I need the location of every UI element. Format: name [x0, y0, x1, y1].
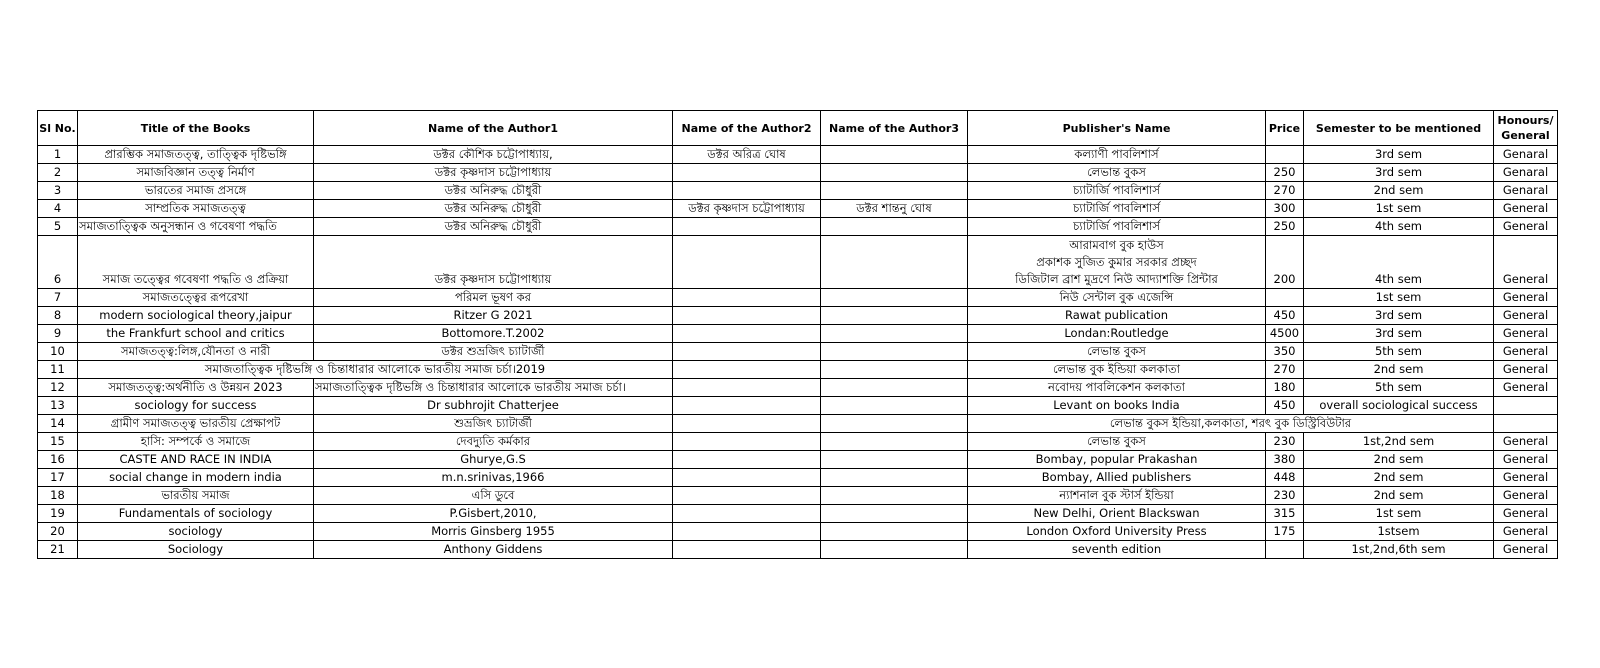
author1-cell: শুভ্রজিৎ চ্যাটার্জী	[314, 415, 673, 433]
title-cell: সমাজ তত্ত্বের গবেষণা পদ্ধতি ও প্রক্রিয়া	[78, 236, 314, 289]
semester-cell: 2nd sem	[1304, 182, 1494, 200]
title-cell: sociology for success	[78, 397, 314, 415]
table-body	[38, 146, 1558, 559]
author3-cell	[821, 433, 968, 451]
table-row	[38, 307, 1558, 325]
publisher-cell: Bombay, popular Prakashan	[968, 451, 1266, 469]
author3-cell	[821, 451, 968, 469]
semester-cell: overall sociological success	[1304, 397, 1494, 415]
honours-general-cell: General	[1494, 523, 1558, 541]
semester-cell: 3rd sem	[1304, 307, 1494, 325]
sl-no-cell: 15	[38, 433, 78, 451]
honours-general-cell: General	[1494, 200, 1558, 218]
author1-cell: Ritzer G 2021	[314, 307, 673, 325]
table-row	[38, 200, 1558, 218]
price-cell: 4500	[1266, 325, 1304, 343]
honours-general-cell: General	[1494, 487, 1558, 505]
table-row	[38, 164, 1558, 182]
table-row	[38, 505, 1558, 523]
sl-no-cell: 14	[38, 415, 78, 433]
honours-general-cell: General	[1494, 541, 1558, 559]
price-cell: 250	[1266, 164, 1304, 182]
price-cell: 380	[1266, 451, 1304, 469]
table-row	[38, 523, 1558, 541]
table-row	[38, 451, 1558, 469]
semester-cell: 1st,2nd,6th sem	[1304, 541, 1494, 559]
author3-cell	[821, 379, 968, 397]
title-cell: CASTE AND RACE IN INDIA	[78, 451, 314, 469]
honours-general-cell: General	[1494, 218, 1558, 236]
publisher-cell: লেভান্ত বুকস ইন্ডিয়া,কলকাতা, শরৎ বুক ডিস্ট্রিবিউটার	[968, 415, 1494, 433]
price-cell: 448	[1266, 469, 1304, 487]
author1-cell: সমাজতাত্ত্বিক দৃষ্টিভঙ্গি ও চিন্তাধারার আলোকে ভারতীয় সমাজ চর্চা।2019	[78, 361, 673, 379]
author2-cell	[673, 379, 821, 397]
author1-cell: পরিমল ভূষণ কর	[314, 289, 673, 307]
publisher-cell: Levant on books India	[968, 397, 1266, 415]
author2-cell	[673, 523, 821, 541]
author3-cell	[821, 325, 968, 343]
semester-cell: 3rd sem	[1304, 146, 1494, 164]
header-author1: Name of the Author1	[314, 111, 673, 146]
sl-no-cell: 20	[38, 523, 78, 541]
honours-general-cell: General	[1494, 433, 1558, 451]
title-cell: সমাজতত্ত্ব:লিঙ্গ,যৌনতা ও নারী	[78, 343, 314, 361]
sl-no-cell: 5	[38, 218, 78, 236]
price-cell: 450	[1266, 397, 1304, 415]
table-row	[38, 182, 1558, 200]
sl-no-cell: 3	[38, 182, 78, 200]
table-row	[38, 343, 1558, 361]
sl-no-cell: 6	[38, 236, 78, 289]
price-cell: 315	[1266, 505, 1304, 523]
title-cell: সাম্প্রতিক সমাজতত্ত্ব	[78, 200, 314, 218]
title-cell: গ্রামীণ সমাজতত্ত্ব ভারতীয় প্রেক্ষাপট	[78, 415, 314, 433]
author1-cell: m.n.srinivas,1966	[314, 469, 673, 487]
publisher-cell: কল্যাণী পাবলিশার্স	[968, 146, 1266, 164]
honours-general-cell: General	[1494, 451, 1558, 469]
author1-cell: দেবদ্যুতি কর্মকার	[314, 433, 673, 451]
title-cell: ভারতের সমাজ প্রসঙ্গে	[78, 182, 314, 200]
semester-cell: 5th sem	[1304, 343, 1494, 361]
author1-cell: এসি ডুবে	[314, 487, 673, 505]
publisher-cell: seventh edition	[968, 541, 1266, 559]
price-cell: 350	[1266, 343, 1304, 361]
author1-cell: P.Gisbert,2010,	[314, 505, 673, 523]
table-row	[38, 415, 1558, 433]
publisher-cell: নিউ সেন্টাল বুক এজেন্সি	[968, 289, 1266, 307]
semester-cell: 1st,2nd sem	[1304, 433, 1494, 451]
author1-cell: ডক্টর অনিরুদ্ধ চৌধুরী	[314, 182, 673, 200]
table-row	[38, 146, 1558, 164]
price-cell: 270	[1266, 361, 1304, 379]
title-cell: প্রারম্ভিক সমাজতত্ত্ব, তাত্ত্বিক দৃষ্টিভঙ্গি	[78, 146, 314, 164]
table-row	[38, 289, 1558, 307]
author3-cell	[821, 541, 968, 559]
price-cell: 450	[1266, 307, 1304, 325]
semester-cell: 1st sem	[1304, 289, 1494, 307]
semester-cell: 2nd sem	[1304, 469, 1494, 487]
title-cell: সমাজতাত্ত্বিক অনুসন্ধান ও গবেষণা পদ্ধতি	[78, 218, 314, 236]
author1-cell: Ghurye,G.S	[314, 451, 673, 469]
author3-cell	[821, 146, 968, 164]
table-row	[38, 325, 1558, 343]
sl-no-cell: 1	[38, 146, 78, 164]
author1-cell: ডক্টর কৃষ্ণদাস চট্টোপাধ্যায়	[314, 164, 673, 182]
author3-cell	[821, 397, 968, 415]
sl-no-cell: 11	[38, 361, 78, 379]
publisher-cell: লেভান্ত বুকস	[968, 433, 1266, 451]
author2-cell	[673, 451, 821, 469]
publisher-cell: লেভান্ত বুকস	[968, 343, 1266, 361]
publisher-cell: Rawat publication	[968, 307, 1266, 325]
honours-general-cell	[1494, 415, 1558, 433]
author3-cell	[821, 361, 968, 379]
author2-cell	[673, 218, 821, 236]
sl-no-cell: 8	[38, 307, 78, 325]
table-row	[38, 379, 1558, 397]
table-row	[38, 397, 1558, 415]
sl-no-cell: 19	[38, 505, 78, 523]
semester-cell: 2nd sem	[1304, 451, 1494, 469]
semester-cell: 1st sem	[1304, 200, 1494, 218]
header-sl-no: Sl No.	[38, 111, 78, 146]
semester-cell: 1stsem	[1304, 523, 1494, 541]
header-author2: Name of the Author2	[673, 111, 821, 146]
header-honours-general: Honours/ General	[1494, 111, 1558, 146]
author1-cell: Morris Ginsberg 1955	[314, 523, 673, 541]
author1-cell: ডক্টর কৃষ্ণদাস চট্টোপাধ্যায়	[314, 236, 673, 289]
honours-general-cell: General	[1494, 469, 1558, 487]
author3-cell	[821, 487, 968, 505]
author2-cell	[673, 361, 821, 379]
semester-cell: 4th sem	[1304, 236, 1494, 289]
title-cell: সমাজবিজ্ঞান তত্ত্ব নির্মাণ	[78, 164, 314, 182]
title-cell: সমাজতত্ত্বের রূপরেখা	[78, 289, 314, 307]
header-row	[38, 111, 1558, 146]
publisher-cell: নবোদয় পাবলিকেশন কলকাতা	[968, 379, 1266, 397]
semester-cell: 3rd sem	[1304, 325, 1494, 343]
header-title: Title of the Books	[78, 111, 314, 146]
publisher-cell: New Delhi, Orient Blackswan	[968, 505, 1266, 523]
publisher-cell: লেভান্ত বুক ইন্ডিয়া কলকাতা	[968, 361, 1266, 379]
author2-cell	[673, 397, 821, 415]
title-cell: modern sociological theory,jaipur	[78, 307, 314, 325]
honours-general-cell: General	[1494, 361, 1558, 379]
honours-general-cell: General	[1494, 307, 1558, 325]
honours-general-cell: General	[1494, 379, 1558, 397]
semester-cell: 5th sem	[1304, 379, 1494, 397]
author3-cell	[821, 415, 968, 433]
author2-cell	[673, 164, 821, 182]
price-cell	[1266, 146, 1304, 164]
honours-general-cell: General	[1494, 343, 1558, 361]
title-cell: হাসি: সম্পর্কে ও সমাজে	[78, 433, 314, 451]
table-row	[38, 487, 1558, 505]
author2-cell	[673, 541, 821, 559]
semester-cell: 1st sem	[1304, 505, 1494, 523]
sl-no-cell: 13	[38, 397, 78, 415]
sl-no-cell: 12	[38, 379, 78, 397]
author2-cell	[673, 487, 821, 505]
honours-general-cell	[1494, 397, 1558, 415]
honours-general-cell: Genaral	[1494, 182, 1558, 200]
header-price: Price	[1266, 111, 1304, 146]
author1-cell: ডক্টর অনিরুদ্ধ চৌধুরী	[314, 200, 673, 218]
sl-no-cell: 7	[38, 289, 78, 307]
author1-cell: ডক্টর অনিরুদ্ধ চৌধুরী	[314, 218, 673, 236]
author1-cell: Dr subhrojit Chatterjee	[314, 397, 673, 415]
author3-cell	[821, 289, 968, 307]
author3-cell	[821, 469, 968, 487]
table-row	[38, 361, 1558, 379]
honours-general-cell: General	[1494, 325, 1558, 343]
honours-general-cell: General	[1494, 236, 1558, 289]
price-cell: 250	[1266, 218, 1304, 236]
publisher-cell: ন্যাশনাল বুক স্টার্স ইন্ডিয়া	[968, 487, 1266, 505]
author1-cell: ডক্টর শুভ্রজিৎ চ্যাটার্জী	[314, 343, 673, 361]
author2-cell	[673, 343, 821, 361]
author2-cell: ডক্টর কৃষ্ণদাস চট্টোপাধ্যায়	[673, 200, 821, 218]
sl-no-cell: 17	[38, 469, 78, 487]
title-cell: Fundamentals of sociology	[78, 505, 314, 523]
price-cell: 270	[1266, 182, 1304, 200]
author3-cell	[821, 523, 968, 541]
price-cell: 300	[1266, 200, 1304, 218]
author2-cell	[673, 415, 821, 433]
publisher-cell: আরামবাগ বুক হাউস প্রকাশক সুজিত কুমার সরকার প্রচ্ছদ ডিজিটাল ব্রাশ মুদ্রণে নিউ আদ্যাশক্তি প্রিন্টার	[968, 236, 1266, 289]
author1-cell: সমাজতাত্ত্বিক দৃষ্টিভঙ্গি ও চিন্তাধারার আলোকে ভারতীয় সমাজ চর্চা।	[314, 379, 673, 397]
sl-no-cell: 9	[38, 325, 78, 343]
author1-cell: ডক্টর কৌশিক চট্টোপাধ্যায়,	[314, 146, 673, 164]
author3-cell	[821, 164, 968, 182]
sl-no-cell: 18	[38, 487, 78, 505]
author2-cell	[673, 325, 821, 343]
header-semester: Semester to be mentioned	[1304, 111, 1494, 146]
publisher-cell: চ্যাটার্জি পাবলিশার্স	[968, 218, 1266, 236]
author3-cell: ডক্টর শান্তনু ঘোষ	[821, 200, 968, 218]
honours-general-cell: General	[1494, 505, 1558, 523]
title-cell: social change in modern india	[78, 469, 314, 487]
author3-cell	[821, 307, 968, 325]
author3-cell	[821, 182, 968, 200]
publisher-cell: Bombay, Allied publishers	[968, 469, 1266, 487]
table-row	[38, 236, 1558, 289]
book-list-table	[37, 110, 1558, 559]
publisher-cell: Londan:Routledge	[968, 325, 1266, 343]
table-row	[38, 433, 1558, 451]
author2-cell	[673, 236, 821, 289]
author2-cell	[673, 289, 821, 307]
semester-cell: 4th sem	[1304, 218, 1494, 236]
header-publisher: Publisher's Name	[968, 111, 1266, 146]
price-cell: 200	[1266, 236, 1304, 289]
price-cell: 180	[1266, 379, 1304, 397]
honours-general-cell: Genaral	[1494, 164, 1558, 182]
author3-cell	[821, 505, 968, 523]
title-cell: ভারতীয় সমাজ	[78, 487, 314, 505]
author1-cell: Bottomore.T.2002	[314, 325, 673, 343]
sl-no-cell: 16	[38, 451, 78, 469]
author2-cell: ডক্টর অরিত্র ঘোষ	[673, 146, 821, 164]
semester-cell: 2nd sem	[1304, 487, 1494, 505]
author2-cell	[673, 182, 821, 200]
sl-no-cell: 2	[38, 164, 78, 182]
author2-cell	[673, 433, 821, 451]
price-cell	[1266, 541, 1304, 559]
author2-cell	[673, 469, 821, 487]
publisher-cell: লেভান্ত বুকস	[968, 164, 1266, 182]
sl-no-cell: 10	[38, 343, 78, 361]
title-cell: Sociology	[78, 541, 314, 559]
honours-general-cell: General	[1494, 289, 1558, 307]
semester-cell: 2nd sem	[1304, 361, 1494, 379]
author2-cell	[673, 505, 821, 523]
price-cell: 175	[1266, 523, 1304, 541]
table-row	[38, 469, 1558, 487]
semester-cell: 3rd sem	[1304, 164, 1494, 182]
sl-no-cell: 4	[38, 200, 78, 218]
author3-cell	[821, 343, 968, 361]
honours-general-cell: Genaral	[1494, 146, 1558, 164]
author3-cell	[821, 218, 968, 236]
table-row	[38, 218, 1558, 236]
header-author3: Name of the Author3	[821, 111, 968, 146]
author3-cell	[821, 236, 968, 289]
author2-cell	[673, 307, 821, 325]
price-cell: 230	[1266, 487, 1304, 505]
title-cell: সমাজতত্ত্ব:অর্থনীতি ও উন্নয়ন 2023	[78, 379, 314, 397]
title-cell: the Frankfurt school and critics	[78, 325, 314, 343]
author1-cell: Anthony Giddens	[314, 541, 673, 559]
price-cell: 230	[1266, 433, 1304, 451]
table-row	[38, 541, 1558, 559]
publisher-cell: চ্যাটার্জি পাবলিশার্স	[968, 200, 1266, 218]
publisher-cell: London Oxford University Press	[968, 523, 1266, 541]
price-cell	[1266, 289, 1304, 307]
sl-no-cell: 21	[38, 541, 78, 559]
publisher-cell: চ্যাটার্জি পাবলিশার্স	[968, 182, 1266, 200]
title-cell: sociology	[78, 523, 314, 541]
